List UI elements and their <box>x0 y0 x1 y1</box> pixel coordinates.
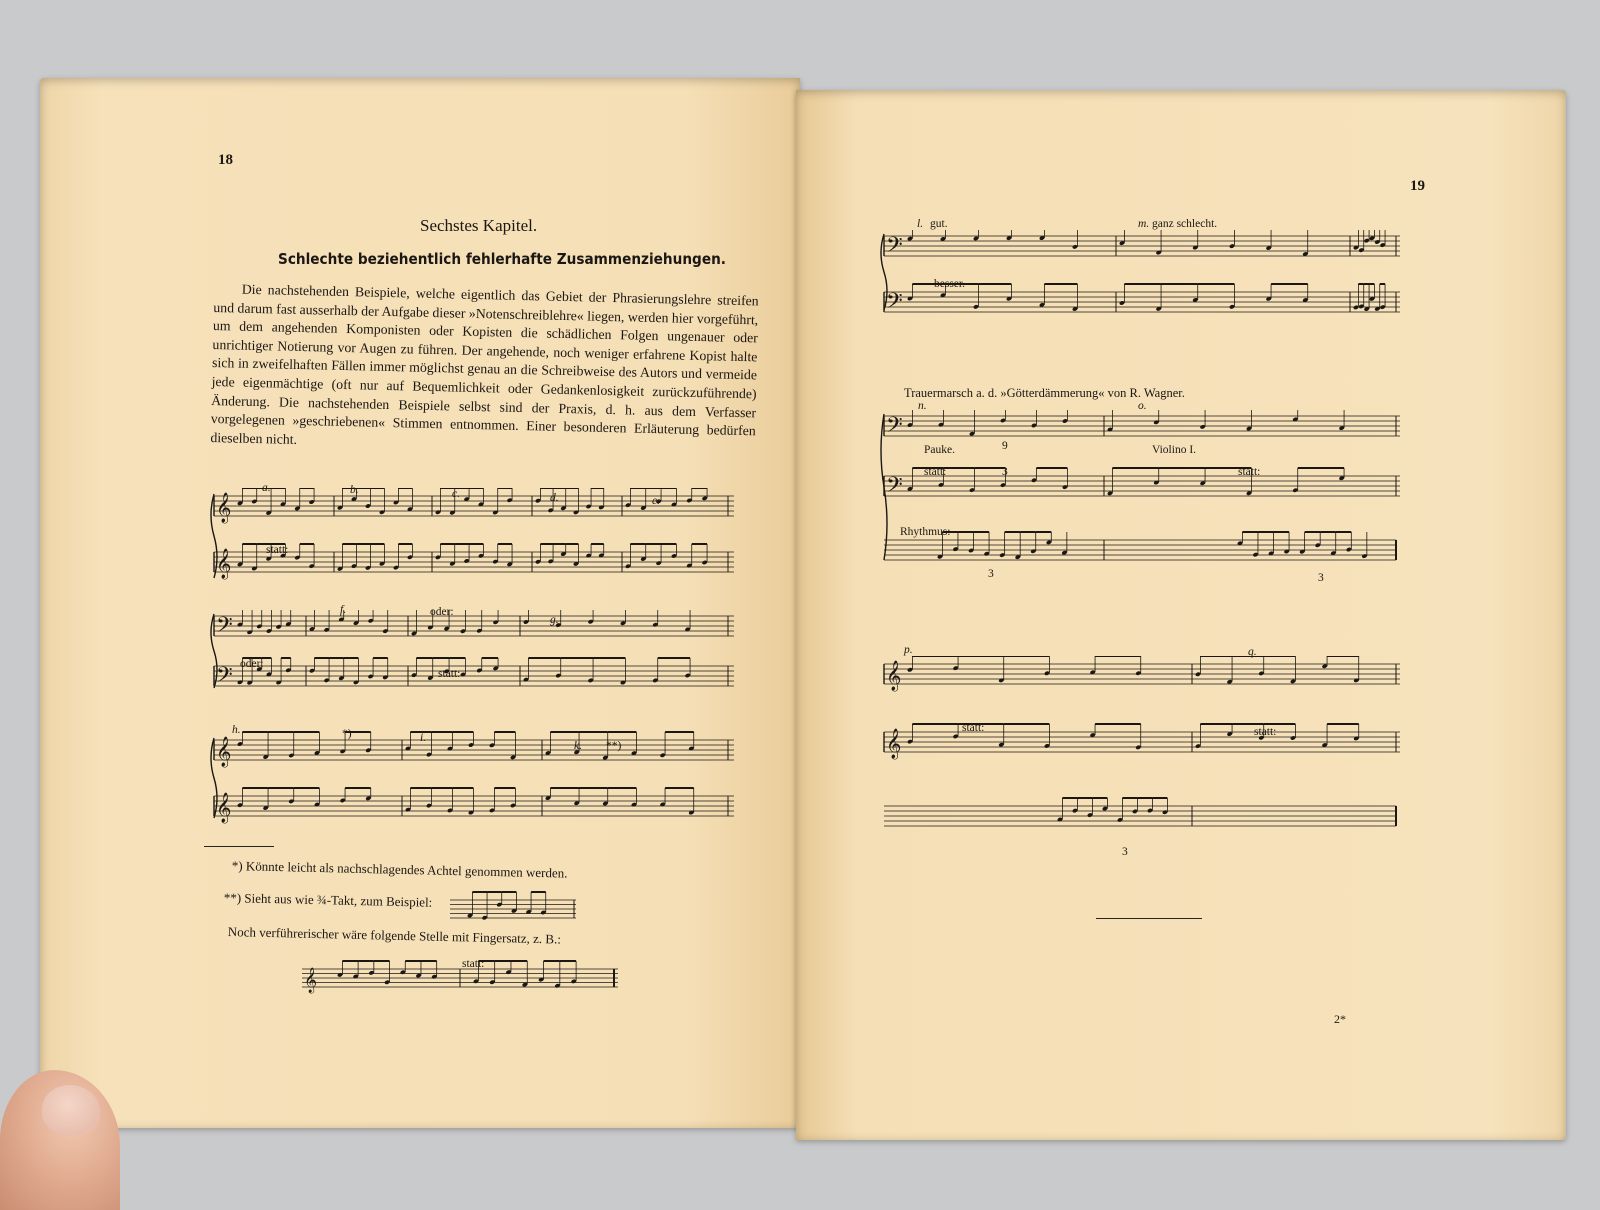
example-label-b: b. <box>350 484 359 496</box>
besser-label: besser. <box>934 278 965 290</box>
example-label-a: a. <box>262 482 271 494</box>
svg-text:𝄞: 𝄞 <box>216 737 232 767</box>
statt-label-3: statt: <box>462 958 485 970</box>
example-label-l: l. <box>917 218 924 230</box>
score-system-2 <box>210 610 750 710</box>
statt-label-o: statt: <box>1238 466 1261 478</box>
svg-text:𝄞: 𝄞 <box>216 493 232 523</box>
score-system-pq <box>880 656 1400 856</box>
svg-text:𝄢: 𝄢 <box>886 473 903 503</box>
statt-label-q: statt: <box>1254 726 1277 738</box>
triplet-label-r1: 3 <box>988 568 994 580</box>
svg-text:𝄢: 𝄢 <box>886 413 903 443</box>
chapter-title: Sechstes Kapitel. <box>420 216 538 235</box>
statt-label-p: statt: <box>962 722 985 734</box>
oder-label-2: oder: <box>240 658 264 670</box>
section-heading: Schlechte beziehentlich fehlerhafte Zusammenziehungen. <box>278 250 726 268</box>
example-label-i: i. <box>420 732 427 744</box>
rhythmus-label: Rhythmus: <box>900 526 951 538</box>
star-mark: *) <box>342 728 352 740</box>
svg-text:𝄞: 𝄞 <box>216 793 232 823</box>
example-label-h: h. <box>232 724 241 736</box>
thumb-nail <box>42 1085 100 1135</box>
end-rule <box>1096 918 1202 919</box>
example-label-m: m. <box>1138 218 1150 230</box>
footnote-example-1 <box>448 888 578 934</box>
nine-label: 9 <box>1002 440 1008 452</box>
svg-text:𝄞: 𝄞 <box>304 968 318 993</box>
example-label-f: f. <box>340 604 347 616</box>
triplet-label-r2: 3 <box>1318 572 1324 584</box>
svg-text:𝄞: 𝄞 <box>216 549 232 579</box>
example-label-d: d. <box>550 492 559 504</box>
example-label-k: k. <box>574 740 582 752</box>
svg-text:𝄞: 𝄞 <box>886 661 902 691</box>
example-label-g: g. <box>550 614 559 626</box>
statt-label-n: statt: <box>924 466 947 478</box>
footnote-example-2 <box>300 955 620 1005</box>
score-system-3 <box>210 730 750 840</box>
trauermarsch-title: Trauermarsch a. d. »Götterdämmerung« von R. Wagner. <box>904 386 1185 400</box>
footnote-2: **) Sieht aus wie ¾-Takt, zum Beispiel: <box>223 890 433 910</box>
double-star-mark: **) <box>606 740 622 752</box>
statt-label-2: statt: <box>438 668 461 680</box>
example-label-q: q. <box>1248 646 1257 658</box>
page-number-right: 19 <box>1410 178 1425 194</box>
violino-label: Violino I. <box>1152 444 1197 456</box>
footnote-3: Noch verführerischer wäre folgende Stelle mit Fingersatz, z. B.: <box>227 924 562 947</box>
footnote-rule <box>204 846 274 847</box>
example-label-e: e. <box>652 495 660 507</box>
svg-text:𝄞: 𝄞 <box>886 729 902 759</box>
intro-paragraph: Die nachstehenden Beispiele, welche eigentlich das Gebiet der Phrasierungslehre streifen und darum fast ausserhalb der Aufgabe dieser »Notenschreiblehre« liegen, werden hier vorgeführt, um dem angehenden Komponisten oder Kopisten die schädlichen Folgen ungenauer oder unrichtiger Notierung vor Augen zu führen. Der angehende, noch weniger erfahrene Kopist halte sich in zweifelhaften Fällen immer möglichst genau an die Schreibweise des Autors und vermeide jede eigenmächtige (oft nur auf Bequemlichkeit oder Gedankenlosigkeit zurückzuführende) Änderung. Die nachstehenden Beispiele selbst sind der Praxis, d. h. aus dem Verfasser vorgelegenen »geschriebenen« Stimmen entnommen. Einer besonderen Erläuterung bedürfen dieselben nicht. <box>210 281 759 447</box>
example-label-c: c. <box>452 488 460 500</box>
score-system-1 <box>210 488 750 598</box>
score-system-lm <box>880 230 1400 320</box>
svg-text:𝄢: 𝄢 <box>886 233 903 263</box>
svg-text:𝄢: 𝄢 <box>216 613 233 643</box>
gut-label: gut. <box>930 218 948 230</box>
triplet-label-p: 3 <box>1122 846 1128 858</box>
svg-text:𝄢: 𝄢 <box>216 663 233 693</box>
footnote-1: *) Könnte leicht als nachschlagendes Achtel genommen werden. <box>231 858 568 881</box>
svg-text:𝄢: 𝄢 <box>886 289 903 319</box>
example-label-o: o. <box>1138 400 1147 412</box>
example-label-n: n. <box>918 400 927 412</box>
oder-label-1: oder: <box>430 606 454 618</box>
triplet-label-n: 3 <box>1002 466 1008 478</box>
pauke-label: Pauke. <box>924 444 955 456</box>
ganz-schlecht-label: ganz schlecht. <box>1152 218 1218 230</box>
signature-mark: 2* <box>1334 1012 1346 1026</box>
page-number-left: 18 <box>218 152 233 168</box>
example-label-p: p. <box>904 644 913 656</box>
statt-label-1: statt: <box>266 544 289 556</box>
score-system-no <box>880 410 1400 580</box>
